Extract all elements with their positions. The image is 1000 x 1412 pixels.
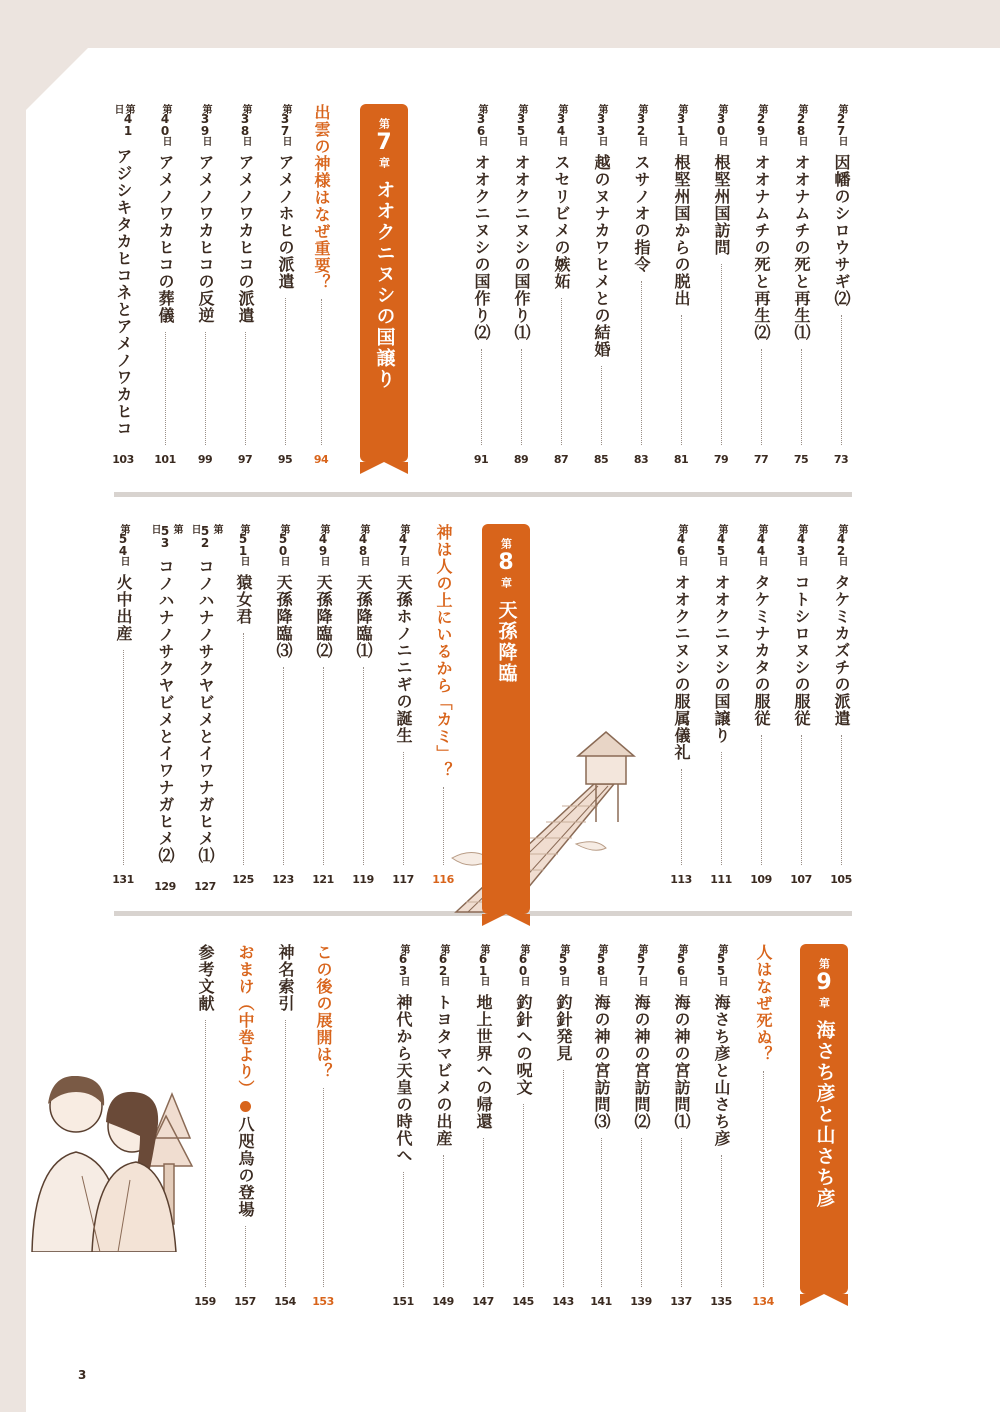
entry-title: トヨタマビメの出産 [434, 994, 453, 1147]
toc-entry[interactable]: 第28日 オオナムチの死と再生⑴ 75 [792, 104, 811, 466]
column-entry[interactable] [748, 944, 778, 1308]
page-ref: 147 [472, 1295, 494, 1308]
entry-title: オオクニヌシの国作り⑵ [472, 154, 491, 341]
entry-title: アメノワカヒコの派遣 [236, 154, 255, 324]
day-number: 56 [674, 952, 688, 976]
column-entry[interactable] [308, 944, 338, 1308]
toc-entry[interactable]: 第37日 アメノホヒの派遣 95 [276, 104, 295, 466]
toc-entry[interactable]: 第59日 釣針発見 143 [552, 944, 574, 1308]
page-ref: 151 [392, 1295, 414, 1308]
day-number: 52 [198, 524, 212, 548]
entry-title: 天孫降臨⑶ [274, 574, 293, 659]
toc-entry[interactable]: 第43日 コトシロヌシの服従 107 [790, 524, 812, 886]
leader-dots [681, 315, 682, 445]
leader-dots [561, 298, 562, 445]
chapter-7-banner[interactable]: 第 7 章 オオクニヌシの国譲り [360, 104, 408, 462]
toc-entry[interactable]: 第47日 天孫ホノニニギの誕生 117 [392, 524, 414, 886]
day-number: 50 [276, 532, 290, 556]
day-number: 42 [834, 532, 848, 556]
day-number: 39 [198, 112, 212, 136]
page-ref: 109 [750, 873, 772, 886]
page-ref: 111 [710, 873, 732, 886]
chapter-title: 天孫降臨 [495, 600, 518, 685]
entry-title: 神名索引 [276, 944, 295, 1012]
entry-title: 根堅州国訪問 [712, 154, 731, 256]
toc-entry[interactable]: 第42日 タケミカズチの派遣 105 [830, 524, 852, 886]
day-number: 31 [674, 112, 688, 136]
page-ref: 89 [513, 453, 529, 466]
page-ref: 157 [234, 1295, 256, 1308]
page-ref: 127 [194, 880, 216, 893]
page-ref: 105 [830, 873, 852, 886]
leader-dots [321, 299, 322, 445]
toc-entry[interactable]: 第54日 火中出産 131 [112, 524, 134, 886]
page-ref: 135 [710, 1295, 732, 1308]
entry-title: 猿女君 [234, 574, 253, 625]
entry-title: オオナムチの死と再生⑵ [752, 154, 771, 341]
page-ref: 103 [112, 453, 134, 466]
toc-entry[interactable]: 第44日 タケミナカタの服従 109 [750, 524, 772, 886]
toc-entry[interactable]: 第40日 アメノワカヒコの葬儀 101 [154, 104, 176, 466]
day-number: 32 [634, 112, 648, 136]
page-ref: 101 [154, 453, 176, 466]
entry-title: 釣針発見 [554, 994, 573, 1062]
page-ref: 75 [793, 453, 809, 466]
leader-dots [323, 667, 324, 865]
leader-dots [761, 735, 762, 865]
day-number: 47 [396, 532, 410, 556]
page-ref: 91 [473, 453, 489, 466]
leader-dots [123, 650, 124, 865]
toc-entry[interactable]: 第63日 神代から天皇の時代へ 151 [392, 944, 414, 1308]
leader-dots [245, 1226, 246, 1287]
page-ref: 85 [593, 453, 609, 466]
page-ref: 77 [753, 453, 769, 466]
toc-entry[interactable]: 第29日 オオナムチの死と再生⑵ 77 [752, 104, 771, 466]
toc-entry[interactable]: 第41日 アジシキタカヒコネとアメノワカヒコ 103 [112, 104, 135, 466]
leader-dots [205, 332, 206, 445]
leader-dots [841, 735, 842, 865]
leader-dots [801, 349, 802, 445]
toc-entry[interactable]: 第27日 因幡のシロウサギ⑵ 73 [832, 104, 851, 466]
chapter-number: 8 [498, 550, 514, 575]
toc-entry[interactable]: 第58日 海の神の宮訪問⑶ 141 [590, 944, 612, 1308]
entry-title: 天孫ホノニニギの誕生 [394, 574, 413, 744]
leader-dots [641, 1138, 642, 1287]
entry-title: アメノホヒの派遣 [276, 154, 295, 290]
day-number: 45 [714, 532, 728, 556]
chapter-8-banner[interactable]: 第 8 章 天孫降臨 [482, 524, 530, 914]
page-ref: 94 [313, 453, 329, 466]
entry-title: 海さち彦と山さち彦 [712, 994, 731, 1147]
leader-dots [763, 1071, 764, 1287]
toc-entry[interactable]: 第62日 トヨタマビメの出産 149 [432, 944, 454, 1308]
day-number: 44 [754, 532, 768, 556]
entry-title: コトシロヌシの服従 [792, 574, 811, 727]
shrine-stairway-illustration [446, 726, 650, 914]
day-number: 60 [516, 952, 530, 976]
toc-entry[interactable]: 第32日 スサノオの指令 83 [632, 104, 651, 466]
toc-entry[interactable]: 第48日 天孫降臨⑴ 119 [352, 524, 374, 886]
leader-dots [801, 735, 802, 865]
entry-title: アメノワカヒコの葬儀 [156, 154, 175, 324]
day-number: 51 [236, 532, 250, 556]
page-ref: 119 [352, 873, 374, 886]
leader-dots [285, 1020, 286, 1287]
day-number: 34 [554, 112, 568, 136]
page-ref: 95 [277, 453, 293, 466]
toc-entry[interactable]: 第39日 アメノワカヒコの反逆 99 [196, 104, 215, 466]
chapter-title: オオクニヌシの国譲り [373, 180, 396, 391]
bullet-icon [240, 1101, 251, 1112]
entry-title: 天孫降臨⑴ [354, 574, 373, 659]
column-entry[interactable] [428, 524, 458, 886]
entry-title: アメノワカヒコの反逆 [196, 154, 215, 324]
day-number: 62 [436, 952, 450, 976]
page-ref: 73 [833, 453, 849, 466]
leader-dots [563, 1070, 564, 1287]
page-ref: 117 [392, 873, 414, 886]
leader-dots [681, 1138, 682, 1287]
entry-title: 海の神の宮訪問⑵ [632, 994, 651, 1130]
day-number: 36 [474, 112, 488, 136]
toc-entry[interactable]: 第51日 猿女君 125 [232, 524, 254, 886]
entry-title: 根堅州国からの脱出 [672, 154, 691, 307]
day-number: 38 [238, 112, 252, 136]
toc-entry[interactable]: 第36日 オオクニヌシの国作り⑵ 91 [472, 104, 491, 466]
entry-title: 参考文献 [196, 944, 215, 1012]
day-number: 27 [834, 112, 848, 136]
page-ref: 134 [752, 1295, 774, 1308]
day-number: 40 [158, 112, 172, 136]
toc-entry[interactable]: 第61日 地上世界への帰還 147 [472, 944, 494, 1308]
page-ref: 143 [552, 1295, 574, 1308]
page-ref: 137 [670, 1295, 692, 1308]
toc-entry[interactable]: 第33日 越のヌナカワヒメとの結婚 85 [592, 104, 611, 466]
leader-dots [483, 1138, 484, 1287]
leader-dots [363, 667, 364, 865]
toc-entry[interactable]: 第49日 天孫降臨⑵ 121 [312, 524, 334, 886]
entry-title: 八咫烏の登場 [236, 1116, 255, 1218]
day-number: 49 [316, 532, 330, 556]
day-number: 54 [116, 532, 130, 556]
page-ref: 81 [673, 453, 689, 466]
bonus-entry[interactable] [230, 944, 260, 1308]
day-number: 35 [514, 112, 528, 136]
entry-title: スサノオの指令 [632, 154, 651, 273]
chapter-9-banner[interactable]: 第 9 章 海さち彦と山さち彦 [800, 944, 848, 1294]
page-ref: 79 [713, 453, 729, 466]
page-ref: 123 [272, 873, 294, 886]
entry-title: 海の神の宮訪問⑴ [672, 994, 691, 1130]
toc-entry[interactable]: 第57日 海の神の宮訪問⑵ 139 [630, 944, 652, 1308]
toc-entry[interactable]: 第45日 オオクニヌシの国譲り 111 [710, 524, 732, 886]
leader-dots [205, 1020, 206, 1287]
page-ref: 149 [432, 1295, 454, 1308]
leader-dots [841, 315, 842, 445]
entry-title: コノハナノサクヤビメとイワナガヒメ⑴ [196, 558, 215, 864]
bonus-label: おまけ（中巻より） [236, 944, 255, 1097]
leader-dots [243, 633, 244, 865]
leader-dots [601, 366, 602, 445]
chapter-title: 海さち彦と山さち彦 [813, 1020, 836, 1210]
leader-dots [721, 752, 722, 865]
entry-title: タケミナカタの服従 [752, 574, 771, 727]
references-entry[interactable] [190, 944, 220, 1308]
leader-dots [403, 1172, 404, 1287]
toc-entry[interactable]: 第60日 釣針への呪文 145 [512, 944, 534, 1308]
page-ref: 107 [790, 873, 812, 886]
day-number: 30 [714, 112, 728, 136]
toc-entry[interactable]: 第56日 海の神の宮訪問⑴ 137 [670, 944, 692, 1308]
column-entry[interactable] [306, 104, 336, 466]
column-title: 出雲の神様はなぜ重要？ [312, 104, 331, 291]
page-ref: 154 [274, 1295, 296, 1308]
page-ref: 131 [112, 873, 134, 886]
day-number: 55 [714, 952, 728, 976]
day-number: 48 [356, 532, 370, 556]
leader-dots [681, 769, 682, 865]
entry-title: オオクニヌシの国作り⑴ [512, 154, 531, 341]
day-number: 57 [634, 952, 648, 976]
leader-dots [245, 332, 246, 445]
entry-title: オオクニヌシの国譲り [712, 574, 731, 744]
toc-entry[interactable]: 第55日 海さち彦と山さち彦 135 [710, 944, 732, 1308]
entry-title: コノハナノサクヤビメとイワナガヒメ⑵ [156, 558, 175, 864]
leader-dots [601, 1138, 602, 1287]
entry-title: 天孫降臨⑵ [314, 574, 333, 659]
leader-dots [403, 752, 404, 865]
chapter-number: 9 [816, 970, 832, 995]
day-number: 29 [754, 112, 768, 136]
leader-dots [721, 1155, 722, 1287]
day-number: 37 [278, 112, 292, 136]
page-number: 3 [78, 1368, 87, 1382]
entry-title: 地上世界への帰還 [474, 994, 493, 1130]
leader-dots [443, 1155, 444, 1287]
page-ref: 97 [237, 453, 253, 466]
day-number: 58 [594, 952, 608, 976]
page-ref: 153 [312, 1295, 334, 1308]
leader-dots [521, 349, 522, 445]
page-ref: 141 [590, 1295, 612, 1308]
entry-title: オオクニヌシの服属儀礼 [672, 574, 691, 761]
entry-title: タケミカズチの派遣 [832, 574, 851, 727]
entry-title: 釣針への呪文 [514, 994, 533, 1096]
entry-title: 越のヌナカワヒメとの結婚 [592, 154, 611, 358]
entry-title: スセリビメの嫉妬 [552, 154, 571, 290]
page-ref: 159 [194, 1295, 216, 1308]
section-divider-1 [114, 492, 852, 497]
leader-dots [761, 349, 762, 445]
day-number: 61 [476, 952, 490, 976]
toc-entry[interactable]: 第53日 コノハナノサクヤビメとイワナガヒメ⑵ 129 [149, 524, 182, 893]
chapter-number: 7 [376, 130, 392, 155]
day-number: 59 [556, 952, 570, 976]
page-ref: 145 [512, 1295, 534, 1308]
page-ref: 139 [630, 1295, 652, 1308]
toc-entry[interactable]: 第38日 アメノワカヒコの派遣 97 [236, 104, 255, 466]
page-ref: 125 [232, 873, 254, 886]
entry-title: 海の神の宮訪問⑶ [592, 994, 611, 1130]
leader-dots [165, 332, 166, 445]
leader-dots [285, 298, 286, 445]
column-title: 神は人の上にいるから「カミ」？ [434, 524, 453, 779]
page-ref: 87 [553, 453, 569, 466]
leader-dots [523, 1104, 524, 1287]
column-title: この後の展開は？ [314, 944, 333, 1080]
leader-dots [443, 787, 444, 865]
toc-entry[interactable]: 第30日 根堅州国訪問 79 [712, 104, 731, 466]
page-ref: 113 [670, 873, 692, 886]
page-ref: 129 [154, 880, 176, 893]
toc-entry[interactable]: 第50日 天孫降臨⑶ 123 [272, 524, 294, 886]
toc-entry[interactable]: 第35日 オオクニヌシの国作り⑴ 89 [512, 104, 531, 466]
entry-title: 神代から天皇の時代へ [394, 994, 413, 1164]
day-number: 63 [396, 952, 410, 976]
entry-title: 因幡のシロウサギ⑵ [832, 154, 851, 307]
page-ref: 116 [432, 873, 454, 886]
leader-dots [283, 667, 284, 865]
entry-title: オオナムチの死と再生⑴ [792, 154, 811, 341]
day-number: 46 [674, 532, 688, 556]
index-entry[interactable] [270, 944, 300, 1308]
leader-dots [641, 281, 642, 445]
day-number: 33 [594, 112, 608, 136]
column-title: 人はなぜ死ぬ？ [754, 944, 773, 1063]
entry-title: アジシキタカヒコネとアメノワカヒコ [114, 148, 133, 437]
toc-entry[interactable]: 第34日 スセリビメの嫉妬 87 [552, 104, 571, 466]
page-ref: 121 [312, 873, 334, 886]
toc-entry[interactable]: 第52日 コノハナノサクヤビメとイワナガヒメ⑴ 127 [189, 524, 222, 893]
page-ref: 99 [197, 453, 213, 466]
day-number: 28 [794, 112, 808, 136]
toc-entry[interactable]: 第31日 根堅州国からの脱出 81 [672, 104, 691, 466]
day-number: 43 [794, 532, 808, 556]
page-ref: 83 [633, 453, 649, 466]
toc-entry[interactable]: 第46日 オオクニヌシの服属儀礼 113 [670, 524, 692, 886]
leader-dots [481, 349, 482, 445]
day-number: 41 [121, 112, 135, 136]
leader-dots [721, 264, 722, 445]
leader-dots [323, 1088, 324, 1287]
entry-title: 火中出産 [114, 574, 133, 642]
day-number: 53 [158, 524, 172, 548]
